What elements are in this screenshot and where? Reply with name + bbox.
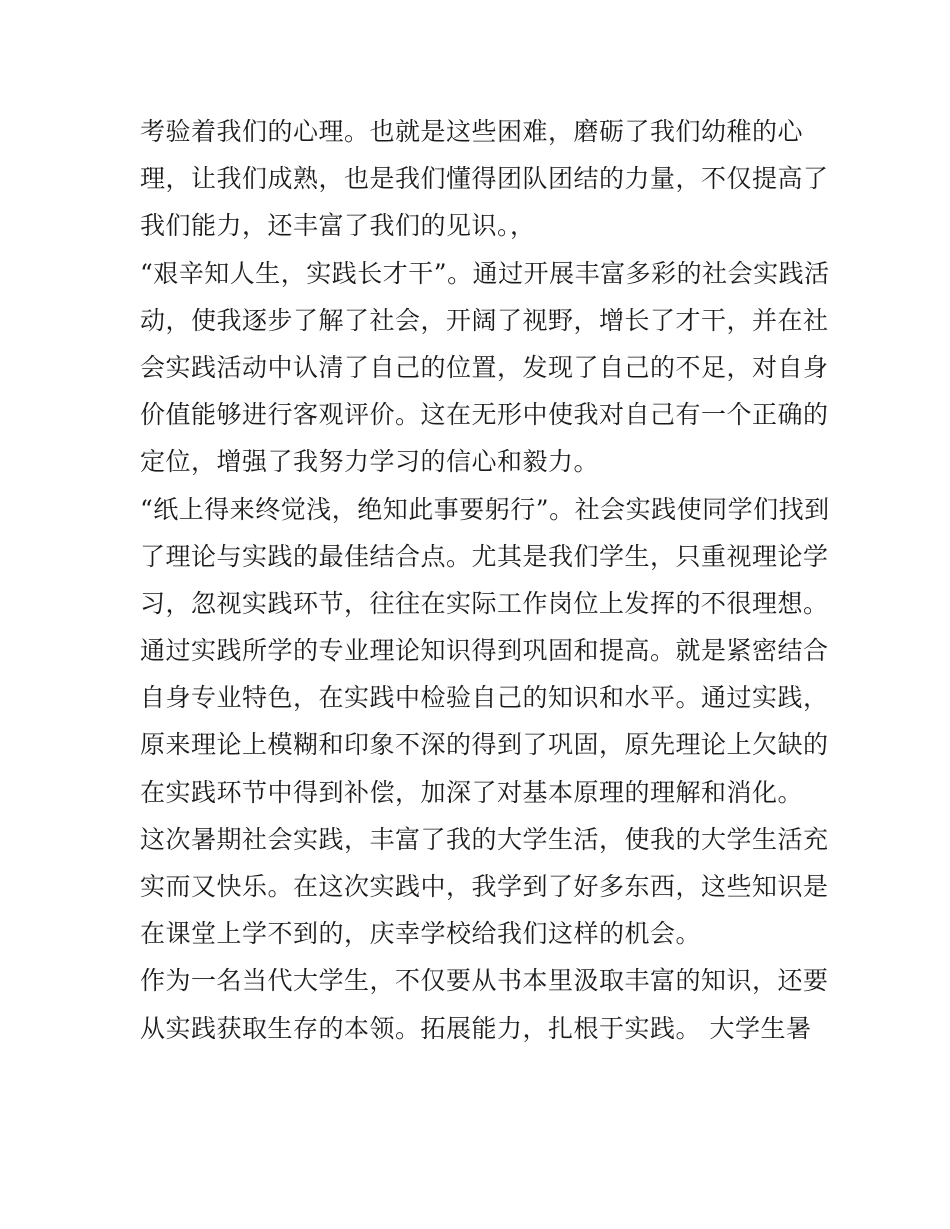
text-line: 在实践环节中得到补偿，加深了对基本原理的理解和消化。 <box>140 777 804 807</box>
text-line: 了理论与实践的最佳结合点。尤其是我们学生，只重视理论学 <box>140 541 829 571</box>
text-line: 自身专业特色，在实践中检验自己的知识和水平。通过实践， <box>140 683 829 713</box>
text-line: 我们能力，还丰富了我们的见识。， <box>140 211 536 241</box>
text-line: 定位，增强了我努力学习的信心和毅力。 <box>140 447 600 477</box>
body-text <box>140 108 830 1052</box>
text-line: “艰辛知人生，实践长才干”。通过开展丰富多彩的社会实践活 <box>140 258 830 288</box>
text-line: 原来理论上模糊和印象不深的得到了巩固，原先理论上欠缺的 <box>140 730 829 760</box>
text-line: 在课堂上学不到的，庆幸学校给我们这样的机会。 <box>140 919 702 949</box>
text-line: 从实践获取生存的本领。拓展能力，扎根于实践。 大学生暑 <box>140 1013 812 1043</box>
text-line: 这次暑期社会实践，丰富了我的大学生活，使我的大学生活充 <box>140 824 829 854</box>
text-line: 习，忽视实践环节，往往在实际工作岗位上发挥的不很理想。 <box>140 588 829 618</box>
text-line: 考验着我们的心理。也就是这些困难，磨砺了我们幼稚的心 <box>140 117 804 146</box>
text-line: 通过实践所学的专业理论知识得到巩固和提高。就是紧密结合 <box>140 636 829 666</box>
text-line: “纸上得来终觉浅，绝知此事要躬行”。社会实践使同学们找到 <box>140 494 830 524</box>
text-line: 实而又快乐。在这次实践中，我学到了好多东西，这些知识是 <box>140 872 829 901</box>
text-line: 作为一名当代大学生，不仅要从书本里汲取丰富的知识，还要 <box>140 966 829 996</box>
text-line: 理，让我们成熟，也是我们懂得团队团结的力量，不仅提高了 <box>140 164 829 194</box>
text-line: 会实践活动中认清了自己的位置，发现了自己的不足，对自身 <box>140 352 829 382</box>
text-line: 价值能够进行客观评价。这在无形中使我对自己有一个正确的 <box>140 400 829 430</box>
text-line: 动，使我逐步了解了社会，开阔了视野，增长了才干，并在社 <box>140 305 829 335</box>
